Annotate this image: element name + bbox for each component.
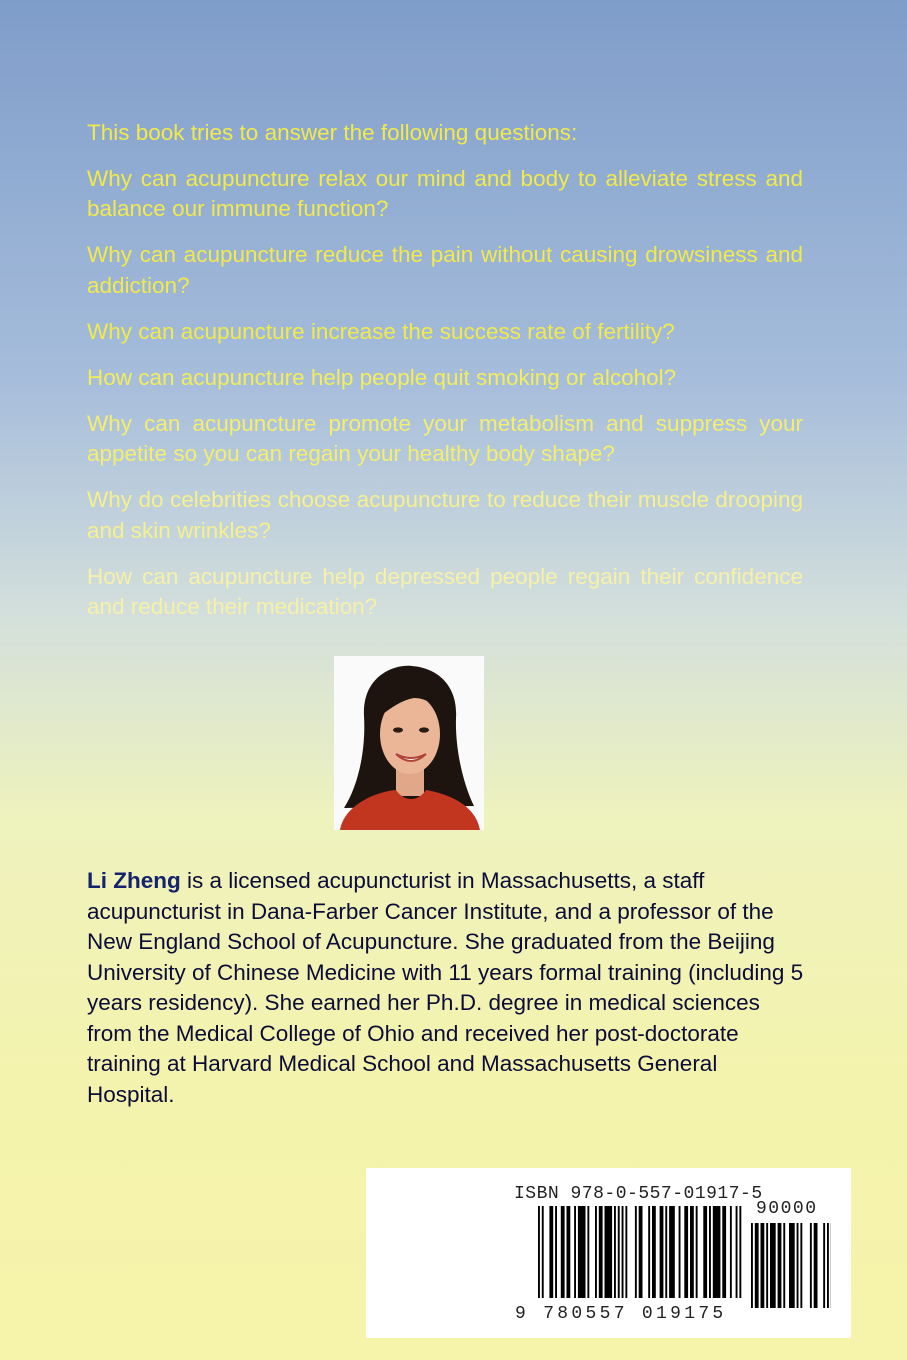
question-item: Why can acupuncture relax our mind and body to alleviate stress and balance our immune function? [87,165,803,221]
barcode-bar [555,1206,557,1298]
question-item: How can acupuncture help people quit smoking or alcohol? [87,364,677,390]
question-item: Why do celebrities choose acupuncture to reduce their muscle drooping and skin wrinkles? [87,487,803,543]
barcode-bar [614,1206,616,1298]
barcode-bar [561,1206,565,1298]
barcode-bar [635,1206,637,1298]
isbn-label: ISBN 978-0-557-01917-5 [514,1184,763,1204]
barcode-bar [595,1206,597,1298]
barcode-bar [770,1223,776,1308]
barcode-bar [730,1206,732,1298]
barcode-bar [783,1223,785,1308]
barcode-bar [709,1206,711,1298]
barcode-bar [761,1223,765,1308]
barcode-bar [797,1223,799,1308]
barcode-bar [549,1206,553,1298]
barcode-digits: 9 780557 019175 [515,1304,727,1324]
ean-barcode [538,1206,743,1298]
barcode-bar [827,1223,829,1308]
author-bio-text: is a licensed acupuncturist in Massachusetts, a staff acupuncturist in Dana-Farber Cancer Institute, and a professor of the New England School of Acupuncture. She graduated from the Beijing University of Chinese Medicine with 11 years formal training (including 5 years residency). She earned her Ph.D. degree in medical sciences from the Medical College of Ohio and received her post-doctorate training at Harvard Medical School and Massachusetts General Hospital. [87,868,804,1107]
barcode-bar [679,1206,681,1298]
questions-intro: This book tries to answer the following questions: [87,120,578,145]
question-item: How can acupuncture help depressed people regain their confidence and reduce their medication? [87,563,803,619]
question-item: Why can acupuncture increase the success rate of fertility? [87,318,675,344]
author-bio [87,866,807,1110]
barcode-bar [690,1206,694,1298]
question-item: Why can acupuncture reduce the pain without causing drowsiness and addiction? [87,242,803,298]
barcode-bar [814,1223,818,1308]
barcode-bar [696,1206,698,1298]
barcode-bar [665,1206,667,1298]
addon-barcode [751,1223,831,1308]
author-name: Li Zheng [87,868,181,893]
barcode-bar [622,1206,624,1298]
barcode-bar [660,1206,664,1298]
barcode-bar [713,1206,721,1298]
barcode-bar [605,1206,613,1298]
barcode-bar [625,1206,627,1298]
barcode-panel [366,1168,851,1338]
barcode-bar [751,1223,753,1308]
author-photo [334,656,484,830]
barcode-bar [599,1206,603,1298]
barcode-bar [567,1206,571,1298]
barcode-bar [618,1206,620,1298]
barcode-bar [810,1223,812,1308]
barcode-bar [766,1223,768,1308]
barcode-bar [587,1206,589,1298]
barcode-bar [800,1223,802,1308]
barcode-addon-digits: 90000 [756,1199,818,1219]
barcode-bar [778,1223,782,1308]
author-portrait-image [334,656,484,830]
barcode-bar [578,1206,586,1298]
barcode-bar [574,1206,576,1298]
questions-section [87,118,803,638]
barcode-bar [739,1206,741,1298]
barcode-bar [823,1223,825,1308]
barcode-bar [542,1206,544,1298]
barcode-bar [736,1206,738,1298]
barcode-bar [669,1206,675,1298]
barcode-bar [789,1223,795,1308]
barcode-bar [652,1206,656,1298]
barcode-bar [755,1223,759,1308]
barcode-bar [639,1206,643,1298]
barcode-bar [538,1206,540,1298]
question-item: Why can acupuncture promote your metabolism and suppress your appetite so you can regain your healthy body shape? [87,410,803,466]
barcode-bar [722,1206,726,1298]
barcode-bar [648,1206,650,1298]
barcode-bar [684,1206,688,1298]
barcode-bar [703,1206,707,1298]
